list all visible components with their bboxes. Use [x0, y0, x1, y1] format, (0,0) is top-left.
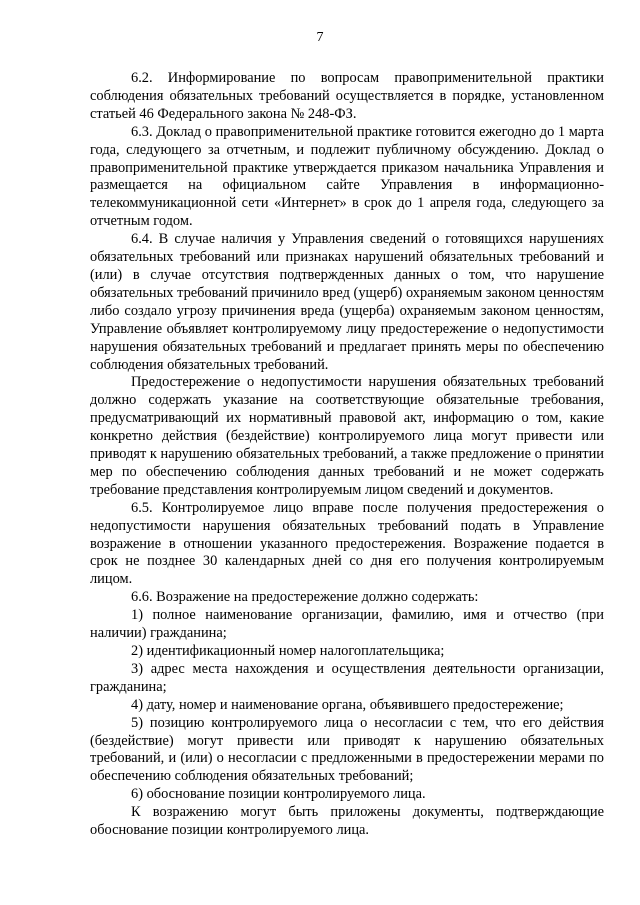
list-item-5: 5) позицию контролируемого лица о несогласии с тем, что его действия (бездействие) могут привести или приводят к нарушению обязательных требований, и (или) о несогласии с предложенными в предостережении мерами по обеспечению соблюдения обязательных требований; [90, 714, 604, 785]
document-body [90, 70, 604, 840]
list-item-4: 4) дату, номер и наименование органа, объявившего предостережение; [131, 696, 564, 713]
list-item-2: 2) идентификационный номер налогоплательщика; [131, 643, 445, 659]
paragraph-warning-content: Предостережение о недопустимости нарушения обязательных требований должно содержать указание на соответствующие обязательные требования, предусматривающий их нормативный правовой акт, информацию о том, какие конкретно действия (бездействие) контролируемого лица могут привести или приводят к нарушению обязательных требований, а также предложение о принятии мер по обеспечению соблюдения данных требований и не может содержать требование представления контролируемым лицом сведений и документов. [90, 374, 604, 498]
paragraph-6-2: 6.2. Информирование по вопросам правоприменительной практики соблюдения обязательных требований осуществляется в порядке, установленном статьей 46 Федерального закона № 248-ФЗ. [90, 70, 604, 122]
list-item-6: 6) обоснование позиции контролируемого лица. [131, 786, 426, 803]
list-item-1: 1) полное наименование организации, фамилию, имя и отчество (при наличии) гражданина; [90, 607, 604, 642]
paragraph-6-5: 6.5. Контролируемое лицо вправе после получения предостережения о недопустимости нарушения обязательных требований подать в Управление возражение в отношении указанного предостережения. Возражение подается в срок не позднее 30 календарных дней со дня его получения контролируемым лицом. [90, 499, 604, 588]
paragraph-6-4: 6.4. В случае наличия у Управления сведений о готовящихся нарушениях обязательных требований или признаках нарушений обязательных требований и (или) в случае отсутствия подтвержденных данных о том, что нарушение обязательных требований причинило вред (ущерб) охраняемым законом ценностям либо создало угрозу причинения вреда (ущерба) охраняемым законом ценностям, Управление объявляет контролируемому лицу предостережение о недопустимости нарушения обязательных требований и предлагает принять меры по обеспечению соблюдения обязательных требований. [90, 231, 604, 373]
page-number: 7 [316, 30, 324, 45]
paragraph-attachments: К возражению могут быть приложены документы, подтверждающие обоснование позиции контролируемого лица. [90, 804, 604, 839]
paragraph-6-6: 6.6. Возражение на предостережение должно содержать: [131, 589, 479, 606]
list-item-3: 3) адрес места нахождения и осуществления деятельности организации, гражданина; [90, 660, 604, 695]
paragraph-6-3: 6.3. Доклад о правоприменительной практике готовится ежегодно до 1 марта года, следующего за отчетным, и подлежит публичному обсуждению. Доклад о правоприменительной практике утверждается приказом начальника Управления и размещается на официальном сайте Управления в информационно-телекоммуникационной сети «Интернет» в срок до 1 апреля года, следующего за отчетным годом. [90, 123, 604, 230]
